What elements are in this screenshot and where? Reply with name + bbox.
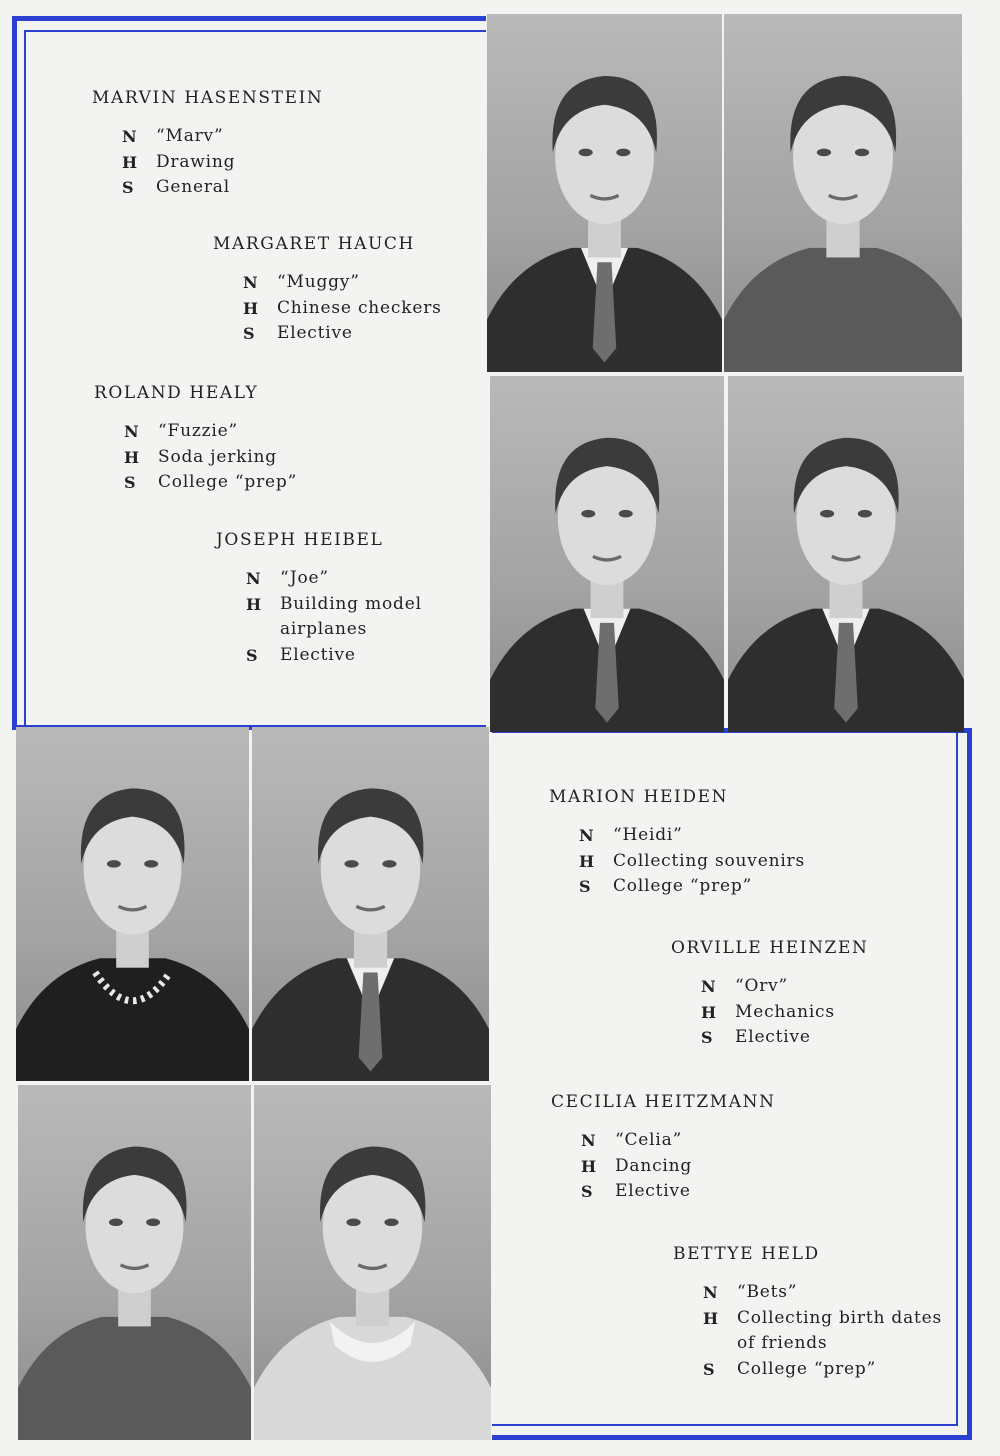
eye-shape — [344, 860, 358, 868]
eye-shape — [144, 860, 158, 868]
eye-shape — [146, 1218, 160, 1226]
hobby-key: H — [246, 594, 262, 614]
eye-shape — [820, 510, 834, 518]
portrait-drawing — [728, 376, 964, 732]
hobby-value: Collecting souvenirs — [613, 850, 806, 871]
nickname-value: “Orv” — [735, 976, 789, 996]
subject-value: Elective — [277, 323, 353, 344]
nickname-key: N — [243, 273, 259, 292]
nickname-value: “Bets” — [737, 1282, 798, 1302]
subject-key: S — [122, 178, 135, 198]
student-name: ROLAND HEALY — [94, 383, 259, 403]
student-name: MARVIN HASENSTEIN — [92, 88, 324, 108]
hobby-value: Mechanics — [735, 1001, 835, 1022]
hobby-value: Building model — [280, 593, 422, 614]
eye-shape — [855, 149, 869, 157]
portrait-photo-heibel — [728, 376, 964, 732]
eye-shape — [817, 149, 831, 157]
subject-key: S — [246, 645, 259, 665]
portrait-photo-healy — [490, 376, 724, 732]
subject-key: S — [581, 1182, 594, 1202]
student-entry — [671, 938, 868, 1051]
hobby-key: H — [243, 298, 259, 318]
nickname-value: “Celia” — [615, 1130, 683, 1150]
eye-shape — [109, 1218, 123, 1226]
eye-shape — [858, 510, 872, 518]
nickname-value: “Marv” — [156, 126, 224, 146]
portrait-drawing — [490, 376, 724, 732]
nickname-key: N — [701, 977, 717, 996]
eye-shape — [619, 510, 633, 518]
nickname-value: “Joe” — [280, 568, 329, 588]
student-entry — [216, 530, 422, 668]
portrait-drawing — [18, 1085, 251, 1440]
eye-shape — [616, 149, 630, 157]
eye-shape — [107, 860, 121, 868]
hobby-key: H — [581, 1156, 597, 1176]
portrait-photo-held — [254, 1085, 491, 1440]
nickname-key: N — [703, 1283, 719, 1302]
student-entry — [92, 88, 323, 201]
subject-key: S — [703, 1359, 716, 1379]
subject-key: S — [701, 1028, 714, 1048]
shoulders-shape — [18, 1317, 251, 1440]
student-entry — [551, 1092, 776, 1205]
subject-value: Elective — [615, 1181, 691, 1202]
shoulders-shape — [254, 1317, 491, 1440]
subject-value: Elective — [280, 644, 356, 665]
nickname-value: “Muggy” — [277, 272, 360, 292]
nickname-value: “Fuzzie” — [158, 421, 238, 441]
hobby-key: H — [124, 447, 140, 467]
subject-value: College “prep” — [613, 876, 753, 897]
shoulders-shape — [16, 958, 249, 1081]
portrait-photo-heiden — [16, 727, 249, 1081]
eye-shape — [581, 510, 595, 518]
hobby-key: H — [122, 152, 138, 172]
portrait-photo-hauch — [724, 14, 962, 372]
eye-shape — [579, 149, 593, 157]
hobby-value: Dancing — [615, 1155, 693, 1176]
subject-key: S — [243, 324, 256, 344]
hobby-key: H — [703, 1308, 719, 1328]
student-entry — [673, 1244, 942, 1382]
student-name: ORVILLE HEINZEN — [671, 938, 869, 958]
nickname-key: N — [581, 1131, 597, 1150]
student-name: MARION HEIDEN — [549, 787, 729, 807]
hobby-key: H — [579, 851, 595, 871]
portrait-drawing — [16, 727, 249, 1081]
subject-value: College “prep” — [737, 1358, 877, 1379]
subject-value: Elective — [735, 1027, 811, 1048]
portrait-photo-hasenstein — [487, 14, 722, 372]
nickname-key: N — [122, 127, 138, 146]
hobby-value-continued: of friends — [737, 1333, 828, 1354]
hobby-value-continued: airplanes — [280, 619, 368, 640]
student-name: CECILIA HEITZMANN — [551, 1092, 776, 1112]
hobby-value: Chinese checkers — [277, 297, 442, 318]
hobby-value: Collecting birth dates — [737, 1307, 943, 1328]
subject-key: S — [124, 473, 137, 493]
hobby-key: H — [701, 1002, 717, 1022]
portrait-drawing — [724, 14, 962, 372]
portrait-drawing — [252, 727, 489, 1081]
portrait-photo-heitzmann — [18, 1085, 251, 1440]
eye-shape — [346, 1218, 360, 1226]
nickname-key: N — [124, 422, 140, 441]
student-name: BETTYE HELD — [673, 1244, 820, 1264]
subject-value: General — [156, 177, 230, 198]
portrait-drawing — [254, 1085, 491, 1440]
shoulders-shape — [724, 248, 962, 372]
student-name: JOSEPH HEIBEL — [216, 530, 384, 550]
student-entry — [94, 383, 297, 496]
nickname-value: “Heidi” — [613, 825, 683, 845]
nickname-key: N — [579, 826, 595, 845]
nickname-key: N — [246, 569, 262, 588]
portrait-photo-heinzen — [252, 727, 489, 1081]
portrait-drawing — [487, 14, 722, 372]
subject-value: College “prep” — [158, 472, 298, 493]
hobby-value: Drawing — [156, 151, 236, 172]
student-entry — [549, 787, 805, 900]
eye-shape — [384, 1218, 398, 1226]
eye-shape — [382, 860, 396, 868]
hobby-value: Soda jerking — [158, 446, 277, 467]
student-entry — [213, 234, 442, 347]
subject-key: S — [579, 877, 592, 897]
student-name: MARGARET HAUCH — [213, 234, 415, 254]
